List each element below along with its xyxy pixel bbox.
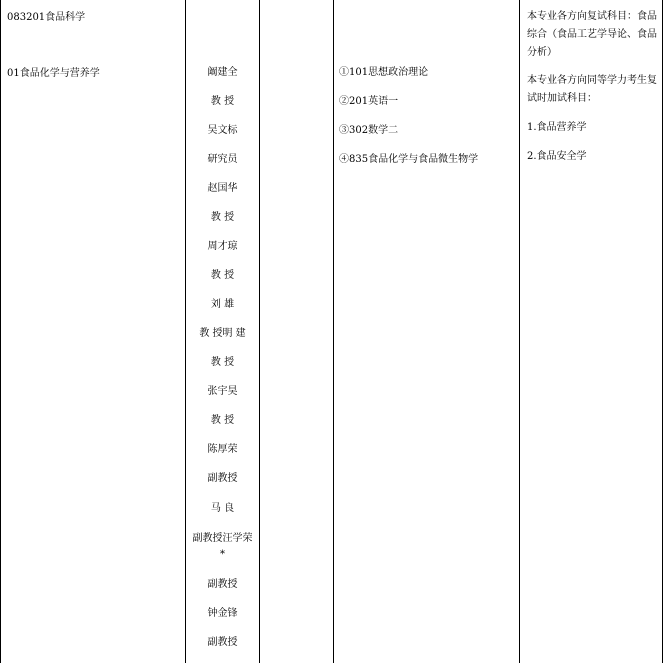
teacher-entry: 钟金锋 [207, 608, 238, 619]
equivalent-exam-note: 本专业各方向同等学力考生复试时加试科目： [527, 75, 657, 104]
extra-subject: 2.食品安全学 [527, 151, 587, 162]
research-direction: 01食品化学与营养学 [7, 68, 100, 79]
exam-subject: ②201英语一 [339, 96, 399, 107]
exam-subject: ③302数学二 [339, 125, 399, 136]
teacher-entry: 教 授 [210, 96, 235, 107]
teacher-entry: 陈厚荣 [207, 444, 238, 455]
teacher-entry: 研究员 [207, 154, 238, 165]
teacher-entry: 教 授 [210, 270, 235, 281]
exam-subject: ④835食品化学与食品微生物学 [339, 154, 479, 165]
teacher-entry: 副教授汪学荣* [192, 533, 253, 560]
teacher-entry: 刘 雄 [210, 299, 235, 310]
table-border-right [662, 0, 663, 663]
teacher-entry: 赵国华 [207, 183, 238, 194]
extra-subject: 1.食品营养学 [527, 122, 587, 133]
teacher-entry: 马 良 [210, 503, 235, 514]
teacher-entry: 吴文标 [207, 125, 238, 136]
column-divider [519, 0, 520, 663]
column-divider [333, 0, 334, 663]
teacher-entry: 教 授明 建 [199, 328, 246, 339]
teacher-entry: 周才琼 [207, 241, 238, 252]
teacher-entry: 副教授 [207, 637, 238, 648]
exam-subject: ①101思想政治理论 [339, 67, 429, 78]
column-divider [259, 0, 260, 663]
teacher-entry: 张宇昊 [207, 386, 238, 397]
major-code-name: 083201食品科学 [7, 12, 86, 23]
teacher-entry: 阚建全 [207, 67, 238, 78]
table-border-left [0, 0, 1, 663]
teacher-entry: 教 授 [210, 415, 235, 426]
retest-note: 本专业各方向复试科目：食品综合（食品工艺学导论、食品分析） [527, 11, 657, 58]
teacher-entry: 副教授 [207, 579, 238, 590]
teacher-entry: 教 授 [210, 357, 235, 368]
teacher-entry: 副教授 [207, 473, 238, 484]
teacher-entry: 教 授 [210, 212, 235, 223]
